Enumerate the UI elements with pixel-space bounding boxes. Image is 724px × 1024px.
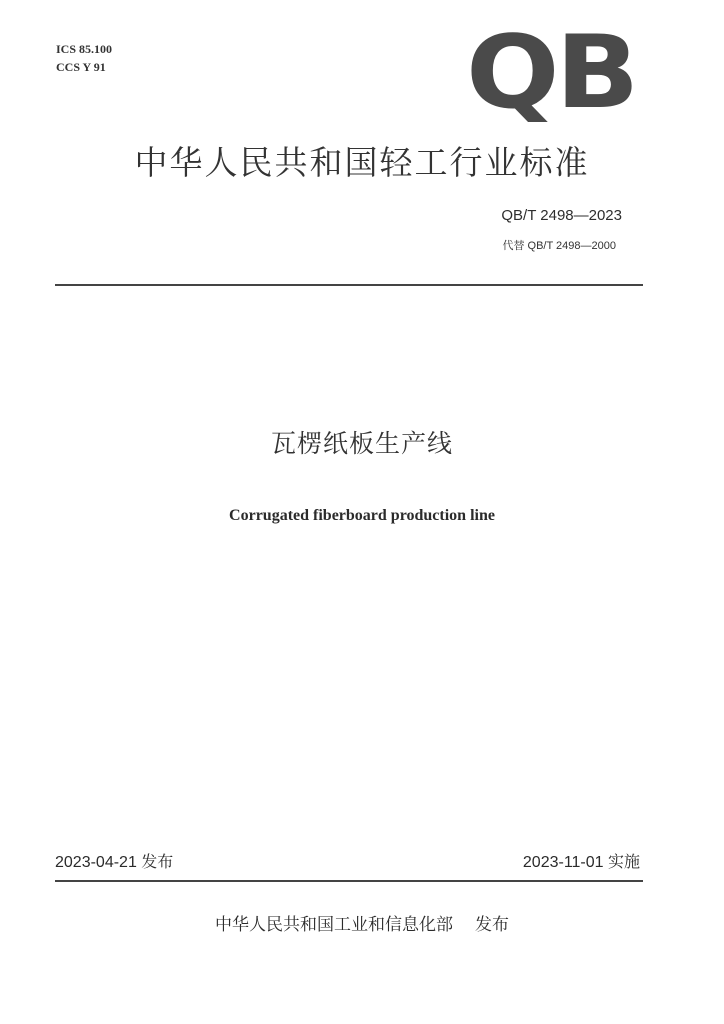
issuer-action: 发布	[475, 915, 509, 935]
top-divider	[55, 284, 643, 286]
ics-code: ICS 85.100	[56, 42, 113, 56]
bottom-divider	[55, 880, 643, 882]
replaces-standard: 代替 QB/T 2498—2000	[502, 240, 616, 252]
document-title-chinese: 瓦楞纸板生产线	[270, 429, 453, 458]
document-title-english: Corrugated fiberboard production line	[229, 507, 495, 524]
issuer-name: 中华人民共和国工业和信息化部	[215, 915, 453, 935]
qb-logo: QB	[466, 13, 636, 131]
standard-number: QB/T 2498—2023	[501, 207, 622, 224]
issue-date: 2023-04-21 发布	[55, 854, 174, 871]
classification-codes	[56, 40, 112, 76]
issuer-line	[0, 912, 724, 938]
effective-date: 2023-11-01 实施	[522, 854, 640, 871]
standard-category-name: 中华人民共和国轻工行业标准	[134, 143, 590, 182]
ccs-code: CCS Y 91	[56, 60, 106, 74]
